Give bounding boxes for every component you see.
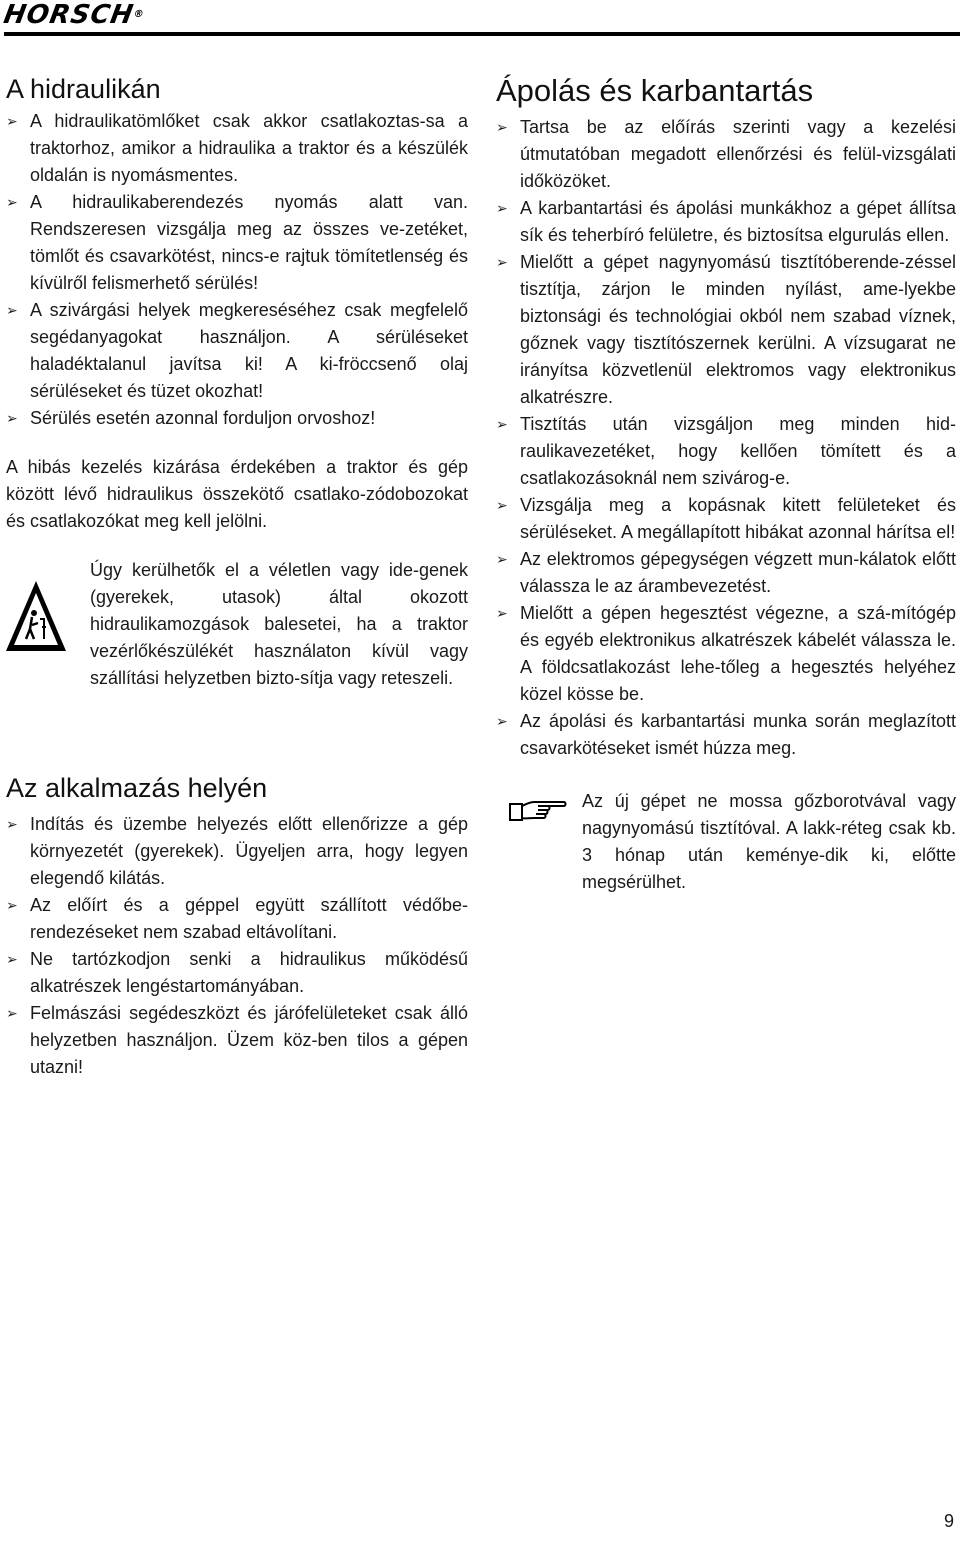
right-column (496, 70, 956, 896)
list-item (6, 108, 468, 189)
list-item-text: A hidraulikatömlőket csak akkor csatlakoztas-sa a traktorhoz, amikor a hidraulika a traktor és a készülék oldalán is nyomásmentes. (30, 111, 468, 185)
left-column (6, 70, 468, 1081)
bullet-arrow-icon: ➢ (496, 119, 508, 135)
list-item-text: Tartsa be az előírás szerinti vagy a kezelési útmutatóban megadott ellenőrzési és felül-vizsgálati időközöket. (520, 117, 956, 191)
application-heading: Az alkalmazás helyén (6, 773, 268, 803)
list-item-text: Felmászási segédeszközt és járófelületeket csak álló helyzetben használjon. Üzem köz-ben tilos a gépen utazni! (30, 1003, 468, 1077)
marking-paragraph: A hibás kezelés kizárása érdekében a traktor és gép között lévő hidraulikus összekötő csatlako-zódobozokat és csatlakozókat meg kell jelölni. (6, 457, 468, 531)
list-item (496, 708, 956, 762)
list-item-text: Vizsgálja meg a kopásnak kitett felületeket és sérüléseket. A megállapított hibákat azonnal hárítsa el! (520, 495, 956, 542)
list-item (496, 114, 956, 195)
bullet-arrow-icon: ➢ (496, 497, 508, 513)
list-item (6, 811, 468, 892)
bullet-arrow-icon: ➢ (496, 605, 508, 621)
list-item (6, 946, 468, 1000)
bullet-arrow-icon: ➢ (6, 951, 18, 967)
list-item (6, 405, 468, 432)
list-item (496, 195, 956, 249)
bullet-arrow-icon: ➢ (6, 897, 18, 913)
maintenance-list (496, 114, 956, 762)
application-list (6, 811, 468, 1081)
horsch-logo (1, 0, 147, 30)
list-item (6, 892, 468, 946)
list-item (6, 189, 468, 297)
hydraulics-list (6, 108, 468, 432)
note-text: Az új gépet ne mossa gőzborotvával vagy nagynyomású tisztítóval. A lakk-réteg csak kb. 3 hónap után keménye-dik ki, előtte megsérülhet. (582, 791, 956, 892)
list-item (496, 600, 956, 708)
list-item-text: Indítás és üzembe helyezés előtt ellenőrizze a gép környezetét (gyerekek). Ügyeljen arra, hogy legyen elegendő kilátás. (30, 814, 468, 888)
page-number: 9 (943, 1511, 954, 1531)
list-item (496, 546, 956, 600)
bullet-arrow-icon: ➢ (6, 113, 18, 129)
list-item-text: Az előírt és a géppel együtt szállított védőbe-rendezéseket nem szabad eltávolítani. (30, 895, 468, 942)
bullet-arrow-icon: ➢ (496, 551, 508, 567)
bullet-arrow-icon: ➢ (6, 302, 18, 318)
bullet-arrow-icon: ➢ (6, 1005, 18, 1021)
list-item-text: Az elektromos gépegységen végzett mun-kálatok előtt válassza le az árambevezetést. (520, 549, 956, 596)
bullet-arrow-icon: ➢ (496, 200, 508, 216)
list-item-text: Sérülés esetén azonnal forduljon orvoshoz! (30, 408, 376, 428)
bullet-arrow-icon: ➢ (6, 816, 18, 832)
header-rule (4, 32, 960, 36)
list-item-text: A szivárgási helyek megkereséséhez csak megfelelő segédanyagokat használjon. A sérüléseket haladéktalanul javítsa ki! A ki-fröccsenő olaj sérüléseket és tüzet okozhat! (30, 300, 468, 401)
warning-text: Úgy kerülhetők el a véletlen vagy ide-genek (gyerekek, utasok) által okozott hidraulikamozgások balesetei, ha a traktor vezérlőkészülékét használaton kívül vagy szállítási helyzetben bizto-sítja vagy reteszeli. (90, 560, 468, 688)
bullet-arrow-icon: ➢ (496, 416, 508, 432)
registered-mark: ® (132, 9, 146, 20)
maintenance-heading: Ápolás és karbantartás (496, 73, 814, 108)
list-item-text: Tisztítás után vizsgáljon meg minden hid-raulikavezetéket, hogy kellően tömített és a csatlakozásoknál nem szivárog-e. (520, 414, 956, 488)
list-item (496, 249, 956, 411)
note-block (496, 788, 956, 896)
warning-block (6, 557, 468, 733)
list-item (496, 492, 956, 546)
list-item-text: Mielőtt a gépet nagynyomású tisztítóberende-zéssel tisztítja, zárjon le minden nyílást, ame-lyekbe biztonsági és technológiai okból nem szabad víznek, gőznek vagy tisztítószernek kerülni. A vízsugarat ne irányítsa közvetlenül elektromos vagy elektronikus alkatrészre. (520, 252, 956, 407)
list-item (6, 1000, 468, 1081)
warning-triangle-icon (4, 579, 68, 653)
list-item-text: A karbantartási és ápolási munkákhoz a gépet állítsa sík és teherbíró felületre, és biztosítsa elgurulás ellen. (520, 198, 956, 245)
list-item-text: Az ápolási és karbantartási munka során meglazított csavarkötéseket ismét húzza meg. (520, 711, 956, 758)
list-item (6, 297, 468, 405)
list-item-text: Mielőtt a gépen hegesztést végezne, a szá-mítógép és egyéb elektronikus alkatrészek kábelét válassza le. A földcsatlakozást lehe-tőleg a hegesztés helyéhez közel kösse be. (520, 603, 956, 704)
list-item-text: Ne tartózkodjon senki a hidraulikus működésű alkatrészek lengéstartományában. (30, 949, 468, 996)
bullet-arrow-icon: ➢ (496, 713, 508, 729)
hydraulics-heading: A hidraulikán (6, 74, 161, 104)
list-item-text: A hidraulikaberendezés nyomás alatt van. Rendszeresen vizsgálja meg az összes ve-zetéket, tömlőt és csavarkötést, nincs-e rajtuk tömítetlenség és kívülről felismerhető sérülés! (30, 192, 468, 293)
bullet-arrow-icon: ➢ (496, 254, 508, 270)
pointing-hand-icon (508, 798, 568, 824)
list-item (496, 411, 956, 492)
bullet-arrow-icon: ➢ (6, 194, 18, 210)
bullet-arrow-icon: ➢ (6, 410, 18, 426)
logo-text: HORSCH (1, 0, 137, 30)
